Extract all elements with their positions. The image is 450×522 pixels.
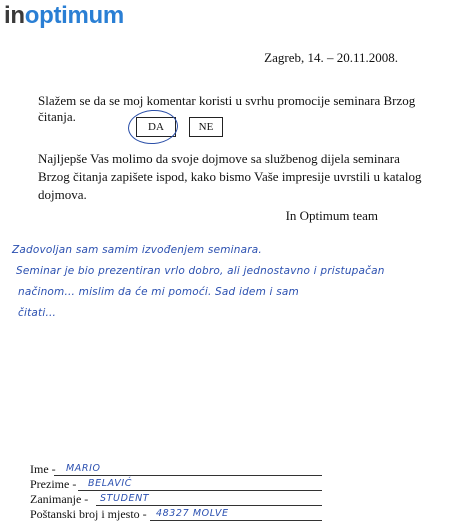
occupation-value: STUDENT — [100, 493, 150, 504]
postal-value: 48327 MOLVE — [156, 508, 229, 519]
handwritten-comment — [12, 240, 442, 324]
postal-label: Poštanski broj i mjesto - — [30, 507, 147, 521]
logo-prefix: in — [4, 2, 25, 29]
request-text: Najljepše Vas molimo da svoje dojmove sa službenog dijela seminara Brzog čitanja zapišete ispod, kako bismo Vaše impresije uvrstili u katalog dojmova. — [38, 151, 422, 202]
name-field[interactable] — [30, 462, 440, 477]
comment-line: Seminar je bio prezentiran vrlo dobro, ali jednostavno i pristupačan — [16, 265, 385, 277]
consent-statement: Slažem se da se moj komentar koristi u svrhu promocije seminara Brzog čitanja. — [38, 93, 416, 124]
date-location: Zagreb, 14. – 20.11.2008. — [264, 50, 398, 65]
occupation-field[interactable] — [30, 492, 440, 507]
comment-line: čitati... — [18, 307, 57, 319]
surname-field[interactable] — [30, 477, 440, 492]
yes-option[interactable]: DA — [136, 117, 176, 137]
surname-label: Prezime - — [30, 477, 77, 491]
logo-main: optimum — [24, 2, 124, 29]
name-value: MARIO — [66, 463, 101, 474]
comment-line: načinom... mislim da će mi pomoći. Sad idem i sam — [18, 286, 299, 298]
surname-value: BELAVIĆ — [88, 478, 132, 489]
personal-info-form — [30, 462, 440, 522]
comment-line: Zadovoljan sam samim izvođenjem seminara. — [12, 244, 262, 256]
name-label: Ime - — [30, 462, 56, 476]
occupation-label: Zanimanje - — [30, 492, 89, 506]
company-logo — [4, 2, 124, 30]
no-option[interactable]: NE — [189, 117, 223, 137]
team-signature: In Optimum team — [285, 208, 378, 223]
